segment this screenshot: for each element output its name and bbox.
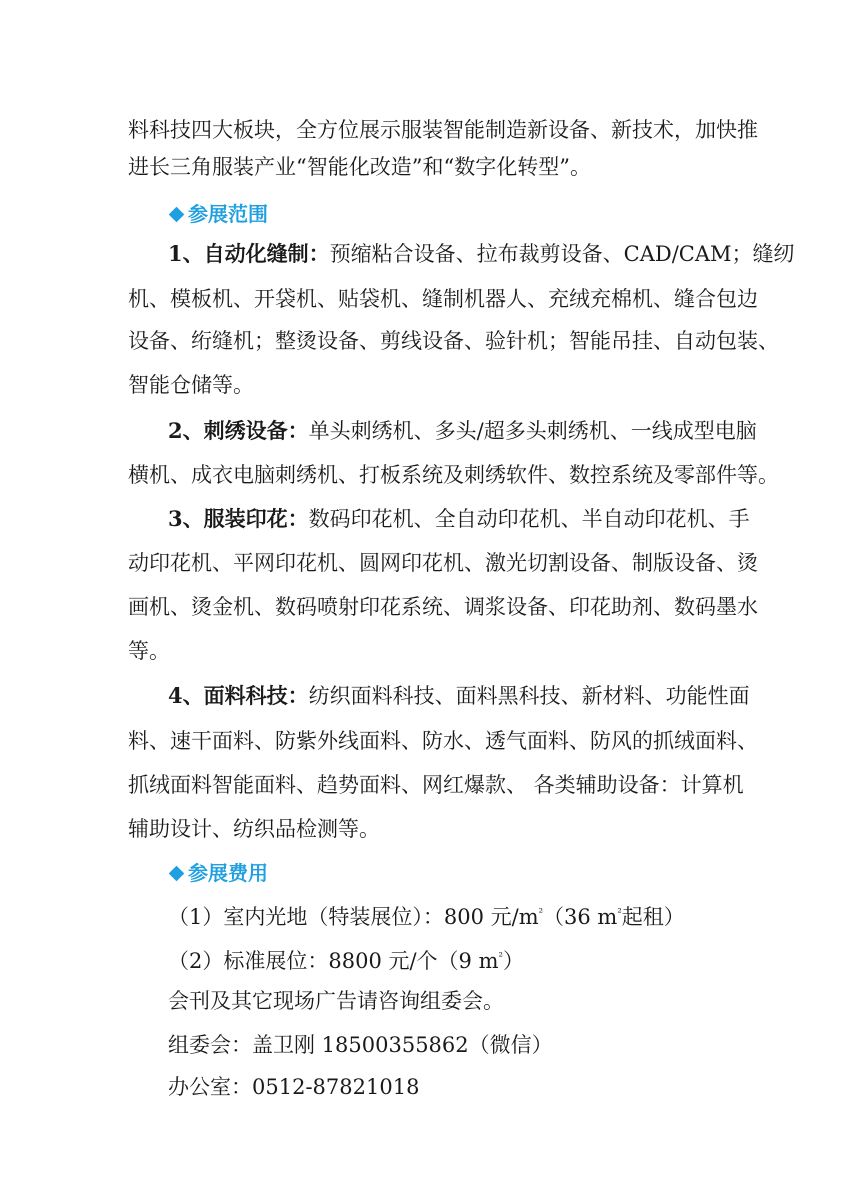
item4-line-4: 辅助设计、纺织品检测等。 <box>128 817 380 841</box>
item1-line-1 <box>168 239 795 269</box>
contact-line: 组委会：盖卫刚 18500355862（微信） <box>168 1033 553 1057</box>
scope-heading <box>168 199 268 229</box>
item3-line-2: 动印花机、平网印花机、圆网印花机、激光切割设备、制版设备、烫 <box>128 551 758 575</box>
fee1-suffix: 起租） <box>621 905 685 929</box>
fee2-sup: ² <box>498 950 503 963</box>
item1-line-3: 设备、绗缝机；整烫设备、剪线设备、验针机；智能吊挂、自动包装、 <box>128 329 779 353</box>
fee2-suffix: ） <box>502 949 524 973</box>
fee-heading <box>168 858 268 888</box>
item3-line-1 <box>168 504 750 534</box>
item3-line-4: 等。 <box>128 639 170 663</box>
item4-line-3: 抓绒面料智能面料、趋势面料、网红爆款、 各类辅助设备：计算机 <box>128 773 744 797</box>
item4-text-1: 纺织面料科技、面料黑科技、新材料、功能性面 <box>308 684 750 708</box>
item2-line-1 <box>168 416 757 446</box>
fee2-prefix: （2）标准展位：8800 元/个（9 m <box>168 949 499 973</box>
fee-heading-text: 参展费用 <box>188 861 268 885</box>
item4-line-2: 料、速干面料、防紫外线面料、防水、透气面料、防风的抓绒面料、 <box>128 729 758 753</box>
fee1-mid: （36 m <box>543 905 618 929</box>
item3-text-1: 数码印花机、全自动印花机、半自动印花机、手 <box>308 507 750 531</box>
fee1-prefix: （1）室内光地（特装展位）：800 元/m <box>168 905 539 929</box>
fee-line-2 <box>168 942 524 976</box>
item2-text-1: 单头刺绣机、多头/超多头刺绣机、一线成型电脑 <box>308 419 757 443</box>
item4-line-1 <box>168 681 750 711</box>
item1-text-1: 预缩粘合设备、拉布裁剪设备、CAD/CAM；缝纫 <box>329 242 795 266</box>
item1-label: 1、自动化缝制： <box>168 241 330 266</box>
intro-line-1: 料科技四大板块，全方位展示服装智能制造新设备、新技术，加快推 <box>128 118 758 142</box>
item1-line-2: 机、模板机、开袋机、贴袋机、缝制机器人、充绒充棉机、缝合包边 <box>128 287 758 311</box>
fee1-sup-2: ² <box>617 906 622 919</box>
fee-line-1 <box>168 898 685 932</box>
diamond-bullet-icon <box>169 866 185 882</box>
item2-label: 2、刺绣设备： <box>168 418 309 443</box>
fee1-sup-1: ² <box>538 906 544 919</box>
ads-line: 会刊及其它现场广告请咨询组委会。 <box>168 989 504 1013</box>
office-line: 办公室：0512-87821018 <box>168 1075 420 1099</box>
item3-label: 3、服装印花： <box>168 506 309 531</box>
diamond-bullet-icon <box>169 207 185 223</box>
item4-label: 4、面料科技： <box>168 683 309 708</box>
item2-line-2: 横机、成衣电脑刺绣机、打板系统及刺绣软件、数控系统及零部件等。 <box>128 463 779 487</box>
item1-line-4: 智能仓储等。 <box>128 373 254 397</box>
intro-line-2: 进长三角服装产业“智能化改造”和“数字化转型”。 <box>128 155 591 179</box>
item3-line-3: 画机、烫金机、数码喷射印花系统、调浆设备、印花助剂、数码墨水 <box>128 595 758 619</box>
scope-heading-text: 参展范围 <box>188 202 268 226</box>
